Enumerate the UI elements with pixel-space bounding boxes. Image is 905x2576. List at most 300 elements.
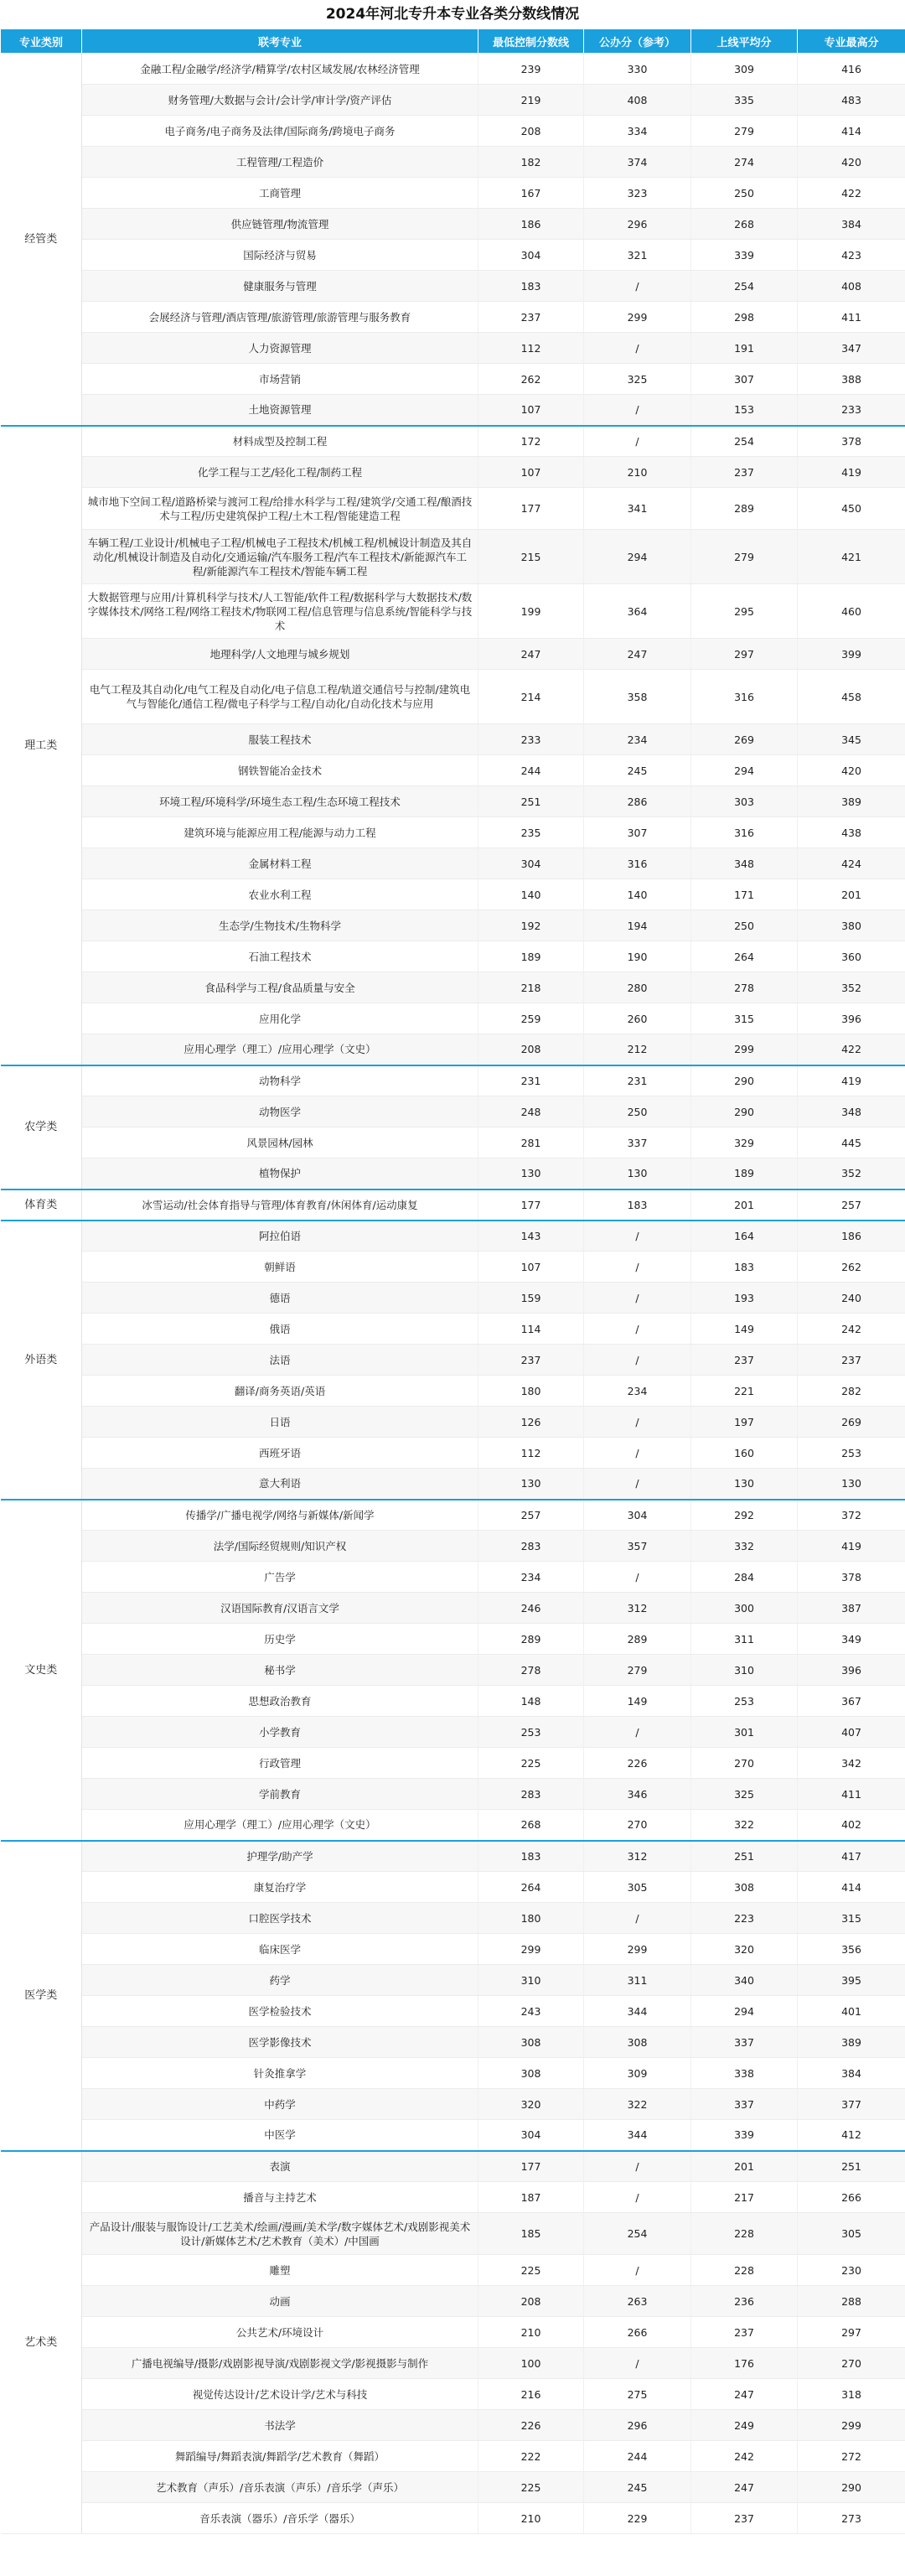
major-cell: 石油工程技术 (82, 941, 478, 972)
min-score-cell: 257 (478, 1500, 584, 1531)
table-row (1, 639, 905, 670)
max-score-cell: 352 (798, 1158, 905, 1190)
public-score-cell: 346 (584, 1779, 691, 1810)
table-row (1, 755, 905, 786)
table-row (1, 584, 905, 639)
min-score-cell: 210 (478, 2317, 584, 2348)
min-score-cell: 114 (478, 1314, 584, 1345)
avg-score-cell: 254 (691, 271, 798, 302)
max-score-cell: 458 (798, 670, 905, 724)
max-score-cell: 395 (798, 1965, 905, 1996)
min-score-cell: 189 (478, 941, 584, 972)
min-score-cell: 112 (478, 333, 584, 364)
table-row (1, 2348, 905, 2379)
public-score-cell: 194 (584, 910, 691, 941)
table-header-row (1, 29, 905, 54)
table-row (1, 2182, 905, 2213)
public-score-cell: 344 (584, 1996, 691, 2027)
table-row (1, 1003, 905, 1034)
major-cell: 城市地下空间工程/道路桥梁与渡河工程/给排水科学与工程/建筑学/交通工程/酿酒技术与工程/历史建筑保护工程/土木工程/智能建造工程 (82, 488, 478, 530)
min-score-cell: 159 (478, 1283, 584, 1314)
avg-score-cell: 189 (691, 1158, 798, 1190)
min-score-cell: 226 (478, 2410, 584, 2441)
max-score-cell: 233 (798, 395, 905, 426)
min-score-cell: 172 (478, 426, 584, 457)
major-cell: 财务管理/大数据与会计/会计学/审计学/资产评估 (82, 85, 478, 116)
major-cell: 食品科学与工程/食品质量与安全 (82, 972, 478, 1003)
min-score-cell: 225 (478, 2255, 584, 2286)
major-cell: 艺术教育（声乐）/音乐表演（声乐）/音乐学（声乐） (82, 2472, 478, 2503)
max-score-cell: 269 (798, 1407, 905, 1438)
max-score-cell: 378 (798, 1562, 905, 1593)
public-score-cell: / (584, 1252, 691, 1283)
major-cell: 传播学/广播电视学/网络与新媒体/新闻学 (82, 1500, 478, 1531)
avg-score-cell: 294 (691, 1996, 798, 2027)
public-score-cell: 311 (584, 1965, 691, 1996)
major-cell: 应用心理学（理工）/应用心理学（文史） (82, 1810, 478, 1841)
public-score-cell: 325 (584, 364, 691, 395)
min-score-cell: 237 (478, 302, 584, 333)
min-score-cell: 180 (478, 1903, 584, 1934)
max-score-cell: 414 (798, 1872, 905, 1903)
major-cell: 地理科学/人文地理与城乡规划 (82, 639, 478, 670)
min-score-cell: 278 (478, 1655, 584, 1686)
avg-score-cell: 284 (691, 1562, 798, 1593)
table-row (1, 364, 905, 395)
avg-score-cell: 310 (691, 1655, 798, 1686)
min-score-cell: 177 (478, 2151, 584, 2182)
table-row (1, 1686, 905, 1717)
min-score-cell: 304 (478, 848, 584, 879)
avg-score-cell: 322 (691, 1810, 798, 1841)
public-score-cell: / (584, 1407, 691, 1438)
avg-score-cell: 339 (691, 2120, 798, 2151)
major-cell: 生态学/生物技术/生物科学 (82, 910, 478, 941)
min-score-cell: 246 (478, 1593, 584, 1624)
min-score-cell: 222 (478, 2441, 584, 2472)
avg-score-cell: 332 (691, 1531, 798, 1562)
table-row (1, 1593, 905, 1624)
min-score-cell: 308 (478, 2058, 584, 2089)
major-cell: 人力资源管理 (82, 333, 478, 364)
min-score-cell: 183 (478, 1841, 584, 1872)
avg-score-cell: 301 (691, 1717, 798, 1748)
avg-score-cell: 297 (691, 639, 798, 670)
table-row (1, 1841, 905, 1872)
public-score-cell: 231 (584, 1065, 691, 1096)
avg-score-cell: 315 (691, 1003, 798, 1034)
avg-score-cell: 294 (691, 755, 798, 786)
public-score-cell: 263 (584, 2286, 691, 2317)
major-cell: 护理学/助产学 (82, 1841, 478, 1872)
public-score-cell: 374 (584, 147, 691, 178)
min-score-cell: 244 (478, 755, 584, 786)
major-cell: 播音与主持艺术 (82, 2182, 478, 2213)
min-score-cell: 130 (478, 1158, 584, 1190)
major-cell: 西班牙语 (82, 1438, 478, 1469)
min-score-cell: 253 (478, 1717, 584, 1748)
avg-score-cell: 221 (691, 1376, 798, 1407)
major-cell: 小学教育 (82, 1717, 478, 1748)
public-score-cell: / (584, 2151, 691, 2182)
min-score-cell: 210 (478, 2503, 584, 2534)
major-cell: 中药学 (82, 2089, 478, 2120)
max-score-cell: 356 (798, 1934, 905, 1965)
major-cell: 法学/国际经贸规则/知识产权 (82, 1531, 478, 1562)
max-score-cell: 445 (798, 1127, 905, 1158)
max-score-cell: 352 (798, 972, 905, 1003)
max-score-cell: 396 (798, 1003, 905, 1034)
max-score-cell: 401 (798, 1996, 905, 2027)
major-cell: 电气工程及其自动化/电气工程及自动化/电子信息工程/轨道交通信号与控制/建筑电气与智能化/通信工程/微电子科学与工程/自动化/自动化技术与应用 (82, 670, 478, 724)
max-score-cell: 420 (798, 755, 905, 786)
major-cell: 产品设计/服装与服饰设计/工艺美术/绘画/漫画/美术学/数字媒体艺术/戏剧影视美术设计/新媒体艺术/艺术教育（美术）/中国画 (82, 2213, 478, 2255)
table-row (1, 2441, 905, 2472)
avg-score-cell: 316 (691, 670, 798, 724)
major-cell: 动物医学 (82, 1096, 478, 1127)
public-score-cell: 229 (584, 2503, 691, 2534)
min-score-cell: 107 (478, 395, 584, 426)
table-row (1, 1438, 905, 1469)
avg-score-cell: 300 (691, 1593, 798, 1624)
avg-score-cell: 236 (691, 2286, 798, 2317)
min-score-cell: 289 (478, 1624, 584, 1655)
public-score-cell: / (584, 1469, 691, 1500)
max-score-cell: 257 (798, 1190, 905, 1221)
table-row (1, 395, 905, 426)
min-score-cell: 283 (478, 1531, 584, 1562)
max-score-cell: 237 (798, 1345, 905, 1376)
public-score-cell: 226 (584, 1748, 691, 1779)
max-score-cell: 230 (798, 2255, 905, 2286)
major-cell: 动画 (82, 2286, 478, 2317)
min-score-cell: 299 (478, 1934, 584, 1965)
public-score-cell: 250 (584, 1096, 691, 1127)
table-row (1, 941, 905, 972)
major-cell: 应用化学 (82, 1003, 478, 1034)
avg-score-cell: 309 (691, 54, 798, 85)
table-row (1, 910, 905, 941)
table-row (1, 817, 905, 848)
max-score-cell: 411 (798, 1779, 905, 1810)
min-score-cell: 225 (478, 1748, 584, 1779)
min-score-cell: 112 (478, 1438, 584, 1469)
public-score-cell: 321 (584, 240, 691, 271)
max-score-cell: 380 (798, 910, 905, 941)
max-score-cell: 422 (798, 178, 905, 209)
avg-score-cell: 237 (691, 1345, 798, 1376)
public-score-cell: / (584, 395, 691, 426)
max-score-cell: 384 (798, 2058, 905, 2089)
public-score-cell: / (584, 1438, 691, 1469)
category-cell: 农学类 (1, 1065, 82, 1190)
public-score-cell: 309 (584, 2058, 691, 2089)
table-row (1, 1748, 905, 1779)
public-score-cell: 289 (584, 1624, 691, 1655)
table-row (1, 54, 905, 85)
avg-score-cell: 311 (691, 1624, 798, 1655)
major-cell: 国际经济与贸易 (82, 240, 478, 271)
table-row (1, 1996, 905, 2027)
header-avg-score: 上线平均分 (691, 29, 798, 54)
avg-score-cell: 160 (691, 1438, 798, 1469)
table-row (1, 1469, 905, 1500)
major-cell: 医学检验技术 (82, 1996, 478, 2027)
public-score-cell: 234 (584, 724, 691, 755)
major-cell: 学前教育 (82, 1779, 478, 1810)
public-score-cell: 322 (584, 2089, 691, 2120)
public-score-cell: / (584, 271, 691, 302)
avg-score-cell: 308 (691, 1872, 798, 1903)
max-score-cell: 411 (798, 302, 905, 333)
major-cell: 电子商务/电子商务及法律/国际商务/跨境电子商务 (82, 116, 478, 147)
table-row (1, 786, 905, 817)
table-row (1, 530, 905, 584)
table-row (1, 488, 905, 530)
avg-score-cell: 247 (691, 2472, 798, 2503)
table-row (1, 457, 905, 488)
avg-score-cell: 264 (691, 941, 798, 972)
public-score-cell: 245 (584, 2472, 691, 2503)
max-score-cell: 318 (798, 2379, 905, 2410)
avg-score-cell: 289 (691, 488, 798, 530)
avg-score-cell: 274 (691, 147, 798, 178)
max-score-cell: 408 (798, 271, 905, 302)
public-score-cell: / (584, 1314, 691, 1345)
category-cell: 外语类 (1, 1221, 82, 1500)
public-score-cell: / (584, 1283, 691, 1314)
table-row (1, 848, 905, 879)
table-row (1, 178, 905, 209)
major-cell: 书法学 (82, 2410, 478, 2441)
public-score-cell: 334 (584, 116, 691, 147)
max-score-cell: 315 (798, 1903, 905, 1934)
avg-score-cell: 250 (691, 178, 798, 209)
max-score-cell: 251 (798, 2151, 905, 2182)
min-score-cell: 107 (478, 457, 584, 488)
min-score-cell: 237 (478, 1345, 584, 1376)
max-score-cell: 389 (798, 2027, 905, 2058)
major-cell: 冰雪运动/社会体育指导与管理/体育教育/休闲体育/运动康复 (82, 1190, 478, 1221)
min-score-cell: 183 (478, 271, 584, 302)
max-score-cell: 201 (798, 879, 905, 910)
major-cell: 市场营销 (82, 364, 478, 395)
avg-score-cell: 329 (691, 1127, 798, 1158)
avg-score-cell: 337 (691, 2089, 798, 2120)
max-score-cell: 412 (798, 2120, 905, 2151)
public-score-cell: 296 (584, 209, 691, 240)
min-score-cell: 100 (478, 2348, 584, 2379)
major-cell: 康复治疗学 (82, 1872, 478, 1903)
major-cell: 口腔医学技术 (82, 1903, 478, 1934)
major-cell: 公共艺术/环境设计 (82, 2317, 478, 2348)
avg-score-cell: 292 (691, 1500, 798, 1531)
major-cell: 建筑环境与能源应用工程/能源与动力工程 (82, 817, 478, 848)
avg-score-cell: 237 (691, 2317, 798, 2348)
min-score-cell: 199 (478, 584, 584, 639)
public-score-cell: 280 (584, 972, 691, 1003)
table-row (1, 2120, 905, 2151)
public-score-cell: 210 (584, 457, 691, 488)
avg-score-cell: 290 (691, 1096, 798, 1127)
max-score-cell: 345 (798, 724, 905, 755)
public-score-cell: 312 (584, 1593, 691, 1624)
table-row (1, 1158, 905, 1190)
min-score-cell: 233 (478, 724, 584, 755)
avg-score-cell: 268 (691, 209, 798, 240)
public-score-cell: 234 (584, 1376, 691, 1407)
major-cell: 动物科学 (82, 1065, 478, 1096)
header-public-score: 公办分（参考） (584, 29, 691, 54)
table-row (1, 2410, 905, 2441)
major-cell: 广告学 (82, 1562, 478, 1593)
avg-score-cell: 242 (691, 2441, 798, 2472)
avg-score-cell: 290 (691, 1065, 798, 1096)
public-score-cell: 212 (584, 1034, 691, 1065)
major-cell: 日语 (82, 1407, 478, 1438)
table-row (1, 271, 905, 302)
min-score-cell: 177 (478, 1190, 584, 1221)
max-score-cell: 378 (798, 426, 905, 457)
avg-score-cell: 153 (691, 395, 798, 426)
major-cell: 中医学 (82, 2120, 478, 2151)
category-cell: 理工类 (1, 426, 82, 1065)
avg-score-cell: 253 (691, 1686, 798, 1717)
major-cell: 化学工程与工艺/轻化工程/制药工程 (82, 457, 478, 488)
min-score-cell: 130 (478, 1469, 584, 1500)
table-row (1, 116, 905, 147)
max-score-cell: 438 (798, 817, 905, 848)
table-row (1, 1034, 905, 1065)
major-cell: 行政管理 (82, 1748, 478, 1779)
max-score-cell: 417 (798, 1841, 905, 1872)
table-row (1, 1500, 905, 1531)
max-score-cell: 423 (798, 240, 905, 271)
table-row (1, 879, 905, 910)
major-cell: 工商管理 (82, 178, 478, 209)
major-cell: 医学影像技术 (82, 2027, 478, 2058)
table-body (1, 54, 905, 2534)
avg-score-cell: 295 (691, 584, 798, 639)
min-score-cell: 262 (478, 364, 584, 395)
table-row (1, 1252, 905, 1283)
public-score-cell: 183 (584, 1190, 691, 1221)
major-cell: 供应链管理/物流管理 (82, 209, 478, 240)
max-score-cell: 186 (798, 1221, 905, 1252)
min-score-cell: 259 (478, 1003, 584, 1034)
table-row (1, 670, 905, 724)
min-score-cell: 320 (478, 2089, 584, 2120)
table-row (1, 1127, 905, 1158)
max-score-cell: 420 (798, 147, 905, 178)
max-score-cell: 424 (798, 848, 905, 879)
public-score-cell: 294 (584, 530, 691, 584)
public-score-cell: 247 (584, 639, 691, 670)
table-row (1, 2503, 905, 2534)
table-row (1, 1531, 905, 1562)
public-score-cell: 330 (584, 54, 691, 85)
public-score-cell: 304 (584, 1500, 691, 1531)
public-score-cell: 358 (584, 670, 691, 724)
min-score-cell: 180 (478, 1376, 584, 1407)
avg-score-cell: 130 (691, 1469, 798, 1500)
major-cell: 会展经济与管理/酒店管理/旅游管理/旅游管理与服务教育 (82, 302, 478, 333)
avg-score-cell: 176 (691, 2348, 798, 2379)
category-cell: 文史类 (1, 1500, 82, 1841)
major-cell: 药学 (82, 1965, 478, 1996)
avg-score-cell: 269 (691, 724, 798, 755)
avg-score-cell: 228 (691, 2213, 798, 2255)
min-score-cell: 177 (478, 488, 584, 530)
table-row (1, 333, 905, 364)
max-score-cell: 377 (798, 2089, 905, 2120)
public-score-cell: / (584, 426, 691, 457)
min-score-cell: 208 (478, 1034, 584, 1065)
major-cell: 朝鲜语 (82, 1252, 478, 1283)
category-cell: 经管类 (1, 54, 82, 426)
table-row (1, 2379, 905, 2410)
avg-score-cell: 298 (691, 302, 798, 333)
major-cell: 健康服务与管理 (82, 271, 478, 302)
max-score-cell: 253 (798, 1438, 905, 1469)
major-cell: 意大利语 (82, 1469, 478, 1500)
max-score-cell: 273 (798, 2503, 905, 2534)
public-score-cell: 244 (584, 2441, 691, 2472)
max-score-cell: 402 (798, 1810, 905, 1841)
table-row (1, 1903, 905, 1934)
public-score-cell: 275 (584, 2379, 691, 2410)
public-score-cell: 341 (584, 488, 691, 530)
avg-score-cell: 191 (691, 333, 798, 364)
min-score-cell: 219 (478, 85, 584, 116)
public-score-cell: 130 (584, 1158, 691, 1190)
min-score-cell: 185 (478, 2213, 584, 2255)
major-cell: 舞蹈编导/舞蹈表演/舞蹈学/艺术教育（舞蹈） (82, 2441, 478, 2472)
avg-score-cell: 183 (691, 1252, 798, 1283)
avg-score-cell: 217 (691, 2182, 798, 2213)
max-score-cell: 305 (798, 2213, 905, 2255)
avg-score-cell: 348 (691, 848, 798, 879)
min-score-cell: 214 (478, 670, 584, 724)
table-row (1, 2151, 905, 2182)
min-score-cell: 182 (478, 147, 584, 178)
min-score-cell: 167 (478, 178, 584, 209)
min-score-cell: 192 (478, 910, 584, 941)
min-score-cell: 264 (478, 1872, 584, 1903)
avg-score-cell: 279 (691, 116, 798, 147)
category-cell: 医学类 (1, 1841, 82, 2151)
table-row (1, 1314, 905, 1345)
avg-score-cell: 254 (691, 426, 798, 457)
max-score-cell: 419 (798, 457, 905, 488)
table-row (1, 1065, 905, 1096)
table-row (1, 2058, 905, 2089)
major-cell: 金融工程/金融学/经济学/精算学/农村区域发展/农林经济管理 (82, 54, 478, 85)
public-score-cell: 296 (584, 2410, 691, 2441)
table-row (1, 302, 905, 333)
min-score-cell: 268 (478, 1810, 584, 1841)
min-score-cell: 208 (478, 116, 584, 147)
public-score-cell: 323 (584, 178, 691, 209)
max-score-cell: 450 (798, 488, 905, 530)
max-score-cell: 419 (798, 1065, 905, 1096)
table-row (1, 1221, 905, 1252)
avg-score-cell: 278 (691, 972, 798, 1003)
max-score-cell: 299 (798, 2410, 905, 2441)
max-score-cell: 282 (798, 1376, 905, 1407)
min-score-cell: 231 (478, 1065, 584, 1096)
table-row (1, 1407, 905, 1438)
